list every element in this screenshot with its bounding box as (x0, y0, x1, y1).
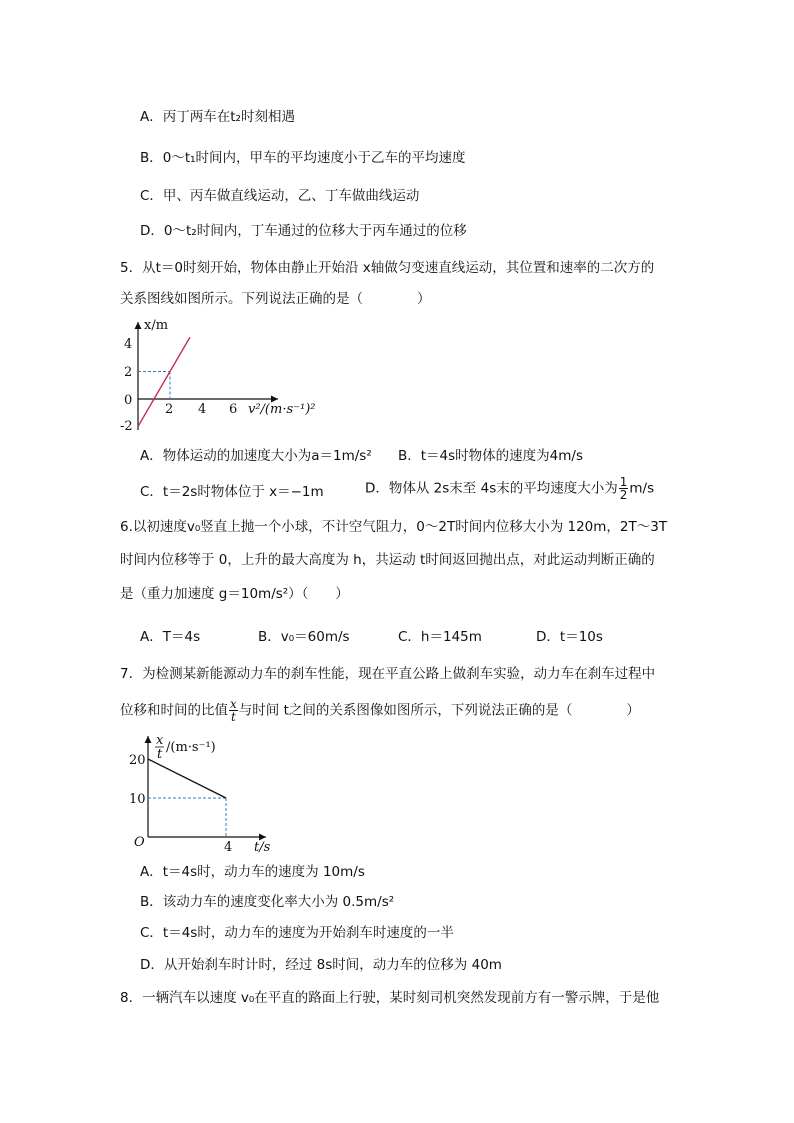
q7-option-d: D．从开始刹车时计时，经过 8s时间，动力车的位移为 40m (140, 957, 502, 973)
q6-option-d: D．t＝10s (536, 629, 603, 645)
q7-option-b: B．该动力车的速度变化率大小为 0.5m/s² (140, 894, 395, 910)
q5-ytick-neg2: -2 (120, 419, 133, 434)
q7-stem-line1: 7．为检测某新能源动力车的刹车性能，现在平直公路上做刹车实验，动力车在刹车过程中 (120, 666, 656, 682)
q5-option-c: C．t＝2s时物体位于 x＝−1m (140, 484, 324, 500)
q7-graph (128, 730, 288, 860)
q6-stem-line3: 是（重力加速度 g＝10m/s²）（ ） (120, 586, 349, 602)
q7-series-line (148, 759, 226, 798)
q5-ytick-4: 4 (124, 337, 133, 352)
q5-frac-num: 1 (619, 475, 628, 489)
q7-stem-fraction (229, 698, 238, 723)
q5-y-label: x/m (144, 318, 169, 333)
q5-frac-den: 2 (619, 488, 628, 502)
q5-ytick-0: 0 (124, 393, 133, 408)
q7-origin-label: O (134, 835, 145, 850)
q5-x-label: v²/(m·s⁻¹)² (248, 402, 316, 417)
q5-stem-line1: 5．从t＝0时刻开始，物体由静止开始沿 x轴做匀变速直线运动，其位置和速率的二次方的 (120, 260, 655, 276)
q7-xtick-4: 4 (224, 840, 233, 855)
q6-stem-line1: 6.以初速度v₀竖直上抛一个小球，不计空气阻力，0～2T时间内位移大小为 120m，2T～3T (120, 519, 668, 535)
q7-ytick-10: 10 (129, 792, 146, 807)
q7-stem-line2 (120, 698, 640, 723)
q5-xtick-2: 2 (165, 402, 174, 417)
q5-option-b: B．t＝4s时物体的速度为4m/s (398, 448, 583, 464)
q8-stem-line1: 8．一辆汽车以速度 v₀在平直的路面上行驶，某时刻司机突然发现前方有一警示牌，于是他 (120, 990, 660, 1006)
q5-graph (118, 318, 316, 438)
q6-option-c: C．h＝145m (398, 629, 482, 645)
q7-ytick-20: 20 (129, 753, 146, 768)
q6-stem-line2: 时间内位移等于 0，上升的最大高度为 h，共运动 t时间返回抛出点，对此运动判断正确的 (120, 552, 655, 568)
q5-ytick-2: 2 (124, 365, 133, 380)
q7-y-label-unit: /(m·s⁻¹) (166, 740, 216, 755)
q4-option-d: D．0～t₂时间内，丁车通过的位移大于丙车通过的位移 (140, 223, 467, 239)
q6-option-a: A．T＝4s (140, 629, 201, 645)
q5-option-d-unit: m/s (629, 480, 655, 497)
q4-option-a: A．丙丁两车在t₂时刻相遇 (140, 109, 295, 125)
q5-stem-line2: 关系图线如图所示。下列说法正确的是（ ） (120, 291, 431, 307)
q5-option-d-text: D．物体从 2s末至 4s末的平均速度大小为 (365, 480, 618, 497)
q7-stem-line2-post: 与时间 t之间的关系图像如图所示，下列说法正确的是（ ） (238, 702, 640, 719)
q7-y-label-num: x (156, 733, 164, 748)
q5-option-a: A．物体运动的加速度大小为a＝1m/s² (140, 448, 372, 464)
q7-frac-num: x (230, 697, 237, 711)
q5-xtick-6: 6 (229, 402, 238, 417)
q7-stem-line2-pre: 位移和时间的比值 (120, 702, 228, 719)
q7-frac-den: t (230, 710, 236, 724)
q5-option-d-fraction (619, 476, 629, 501)
q4-option-b: B．0～t₁时间内，甲车的平均速度小于乙车的平均速度 (140, 150, 466, 166)
q4-option-c: C．甲、丙车做直线运动，乙、丁车做曲线运动 (140, 188, 420, 204)
q6-option-b: B．v₀＝60m/s (258, 629, 350, 645)
q7-option-a: A．t＝4s时，动力车的速度为 10m/s (140, 864, 365, 880)
q5-xtick-4: 4 (198, 402, 207, 417)
q7-option-c: C．t＝4s时，动力车的速度为开始刹车时速度的一半 (140, 925, 454, 941)
q5-option-d (365, 476, 654, 501)
q7-y-label-den: t (157, 747, 163, 762)
q5-series-line (138, 337, 190, 426)
q7-x-label: t/s (254, 840, 271, 855)
